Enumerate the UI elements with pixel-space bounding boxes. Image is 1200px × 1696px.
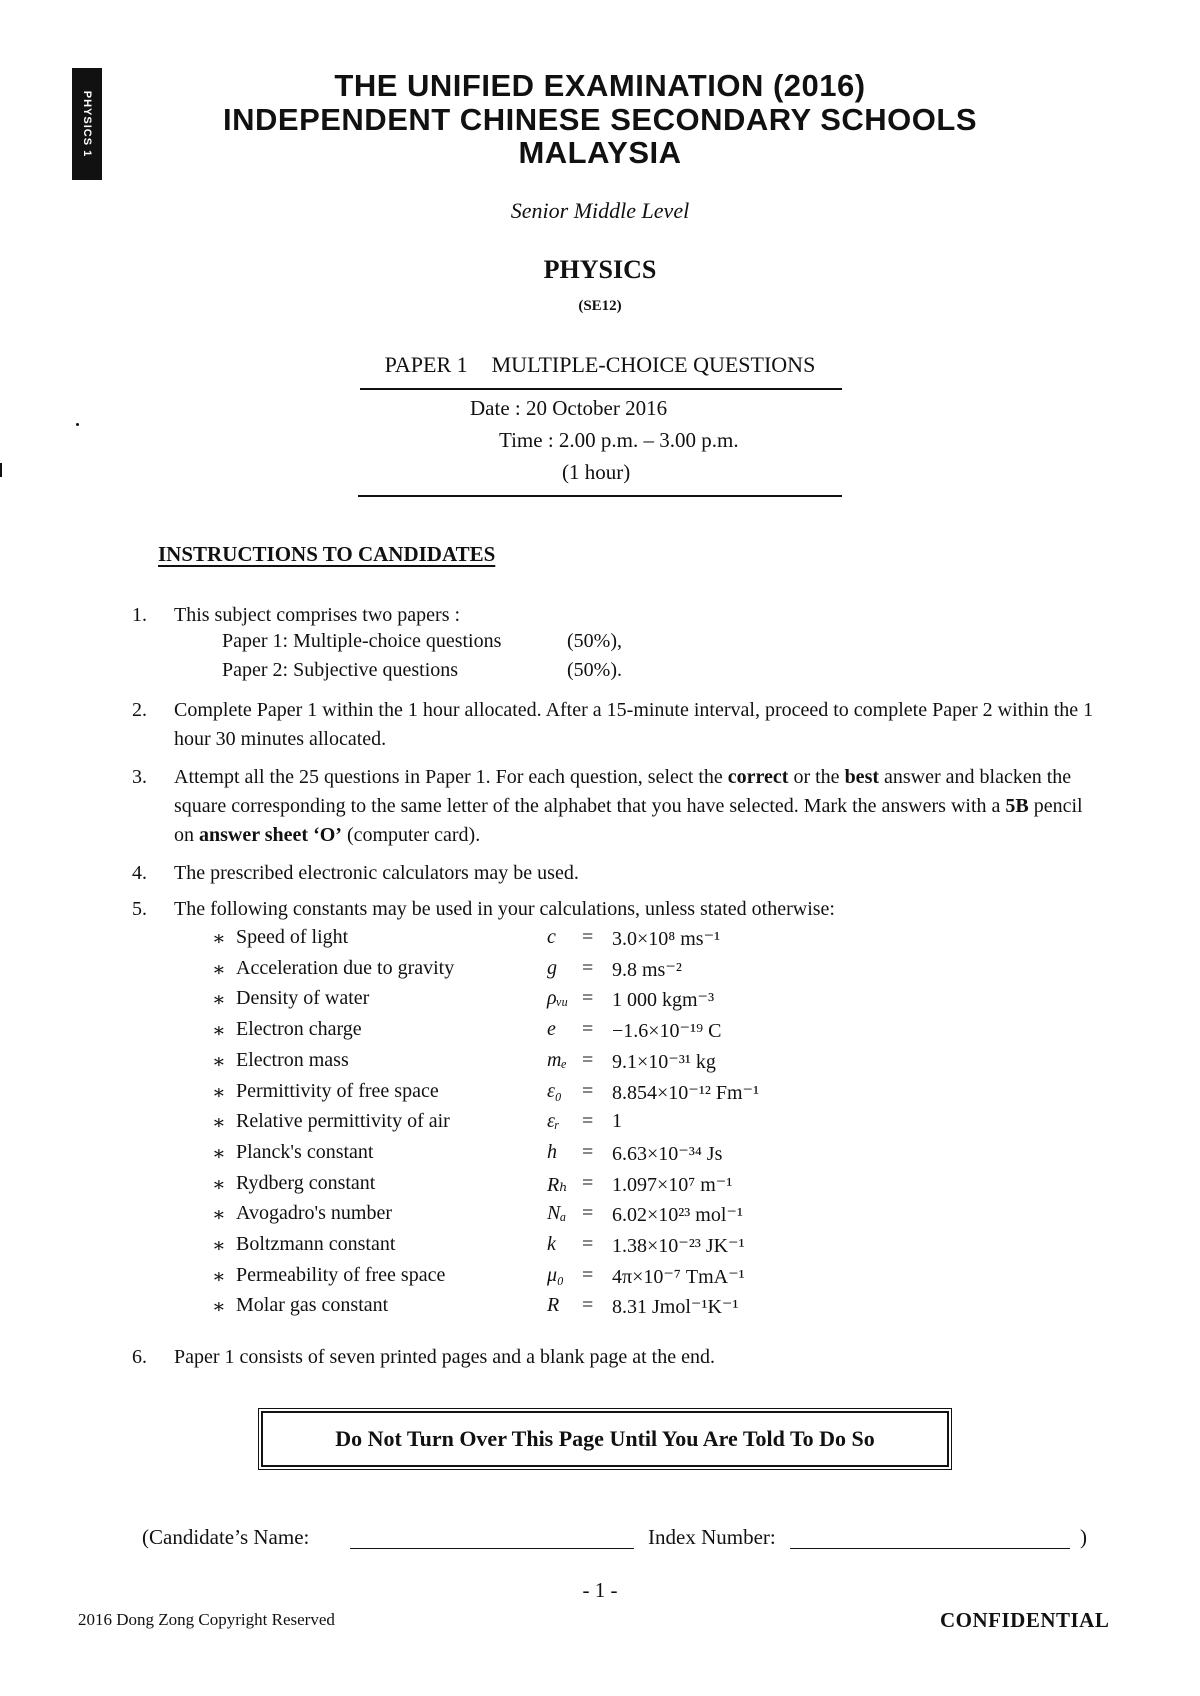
constant-name: Electron charge	[236, 1018, 362, 1041]
constant-equals: =	[582, 1110, 594, 1133]
item-text	[174, 763, 1094, 850]
constant-name: Density of water	[236, 987, 370, 1010]
constant-value: 1.38×10⁻²³ JK⁻¹	[612, 1235, 745, 1257]
constant-symbol: εᵣ	[547, 1110, 560, 1133]
constant-row	[212, 957, 912, 987]
item-text: The following constants may be used in your calculations, unless stated otherwise:	[174, 898, 835, 920]
instructions-heading: INSTRUCTIONS TO CANDIDATES	[158, 542, 496, 566]
constant-equals: =	[582, 1263, 594, 1286]
constant-symbol: Rₕ	[547, 1173, 568, 1196]
constant-symbol: mₑ	[547, 1048, 567, 1071]
constant-bullet: ∗	[212, 1142, 226, 1165]
constant-row	[212, 1141, 912, 1171]
constant-name: Permittivity of free space	[236, 1079, 439, 1102]
page-number: - 1 -	[582, 1578, 618, 1602]
text-part: (computer card).	[341, 824, 481, 846]
constant-equals: =	[582, 1048, 594, 1071]
item-number: 4.	[132, 862, 147, 884]
bold-answer-sheet: answer sheet ‘O’	[199, 824, 342, 846]
constant-equals: =	[582, 987, 594, 1010]
constant-bullet: ∗	[212, 989, 226, 1012]
title-line-3: MALAYSIA	[518, 135, 682, 170]
constant-symbol: g	[547, 956, 557, 979]
constant-equals: =	[582, 926, 594, 948]
constant-bullet: ∗	[212, 1296, 226, 1319]
paper-1-line	[222, 630, 622, 653]
constant-value: 4π×10⁻⁷ TmA⁻¹	[612, 1265, 745, 1288]
constant-row	[212, 1080, 912, 1110]
constant-bullet: ∗	[212, 1050, 226, 1073]
constant-bullet: ∗	[212, 1112, 226, 1135]
title-line-2: INDEPENDENT CHINESE SECONDARY SCHOOLS	[223, 102, 977, 137]
constant-bullet: ∗	[212, 928, 226, 950]
constant-equals: =	[582, 1171, 594, 1194]
constant-name: Permeability of free space	[236, 1263, 446, 1286]
constant-symbol: h	[547, 1140, 557, 1163]
constant-symbol: e	[547, 1018, 556, 1041]
constant-symbol: ε₀	[547, 1079, 562, 1102]
notice-box	[258, 1408, 952, 1470]
item-number: 6.	[132, 1346, 147, 1368]
constant-value: 1	[612, 1110, 622, 1133]
candidate-name-label: (Candidate’s Name:	[142, 1525, 310, 1549]
constant-symbol: Nₐ	[547, 1202, 567, 1225]
constant-bullet: ∗	[212, 1020, 226, 1043]
paper-pct: (50%).	[567, 659, 622, 681]
constant-value: 1 000 kgm⁻³	[612, 989, 715, 1012]
index-number-label: Index Number:	[648, 1525, 776, 1549]
constant-symbol: ρᵥᵤ	[547, 987, 569, 1010]
paper-type: MULTIPLE-CHOICE QUESTIONS	[491, 352, 816, 377]
constant-value: 9.8 ms⁻²	[612, 958, 682, 981]
constant-value: 1.097×10⁷ m⁻¹	[612, 1173, 733, 1196]
paper-label: PAPER 1	[384, 352, 468, 377]
item-text: Complete Paper 1 within the 1 hour allocated. After a 15-minute interval, proceed to complete Paper 2 within the 1 hour 30 minutes allocated.	[174, 699, 1094, 750]
paper-pct: (50%),	[567, 630, 622, 652]
text-part: answer and blacken the square corresponding to the same letter of the alphabet that you have selected. Mark the answers with a	[174, 766, 1072, 817]
constant-equals: =	[582, 1018, 594, 1041]
index-number-field[interactable]	[790, 1548, 1070, 1549]
constant-equals: =	[582, 956, 594, 979]
constant-bullet: ∗	[212, 1235, 226, 1257]
item-text: Paper 1 consists of seven printed pages and a blank page at the end.	[174, 1346, 715, 1368]
item-text: The prescribed electronic calculators may be used.	[174, 862, 579, 884]
item-number: 1.	[132, 604, 147, 626]
constant-name: Boltzmann constant	[236, 1233, 396, 1255]
edge-mark	[0, 463, 2, 477]
side-tab-text: PHYSICS 1	[81, 90, 93, 158]
confidential-label: CONFIDENTIAL	[940, 1608, 1110, 1632]
constant-row	[212, 1049, 912, 1079]
constant-value: 6.63×10⁻³⁴ Js	[612, 1142, 723, 1165]
constant-row	[212, 987, 912, 1017]
exam-date: Date : 20 October 2016	[470, 396, 668, 420]
constant-name: Speed of light	[236, 926, 349, 948]
exam-duration: (1 hour)	[562, 460, 631, 484]
constant-equals: =	[582, 1202, 594, 1225]
notice-text: Do Not Turn Over This Page Until You Are Told To Do So	[335, 1426, 875, 1451]
paper-2-line	[222, 659, 622, 682]
constant-name: Relative permittivity of air	[236, 1110, 450, 1133]
constant-name: Planck's constant	[236, 1140, 374, 1163]
candidate-close-paren: )	[1080, 1525, 1087, 1549]
constant-equals: =	[582, 1294, 594, 1317]
constant-equals: =	[582, 1233, 594, 1255]
bold-best: best	[844, 766, 880, 788]
constant-bullet: ∗	[212, 1081, 226, 1104]
speck	[76, 423, 79, 426]
constant-row	[212, 1294, 912, 1324]
text-part: Attempt all the 25 questions in Paper 1. For each question, select the	[174, 766, 728, 788]
candidate-name-field[interactable]	[350, 1548, 634, 1549]
text-part: or the	[788, 766, 845, 788]
constant-symbol: R	[547, 1294, 560, 1317]
constant-equals: =	[582, 1079, 594, 1102]
constant-row	[212, 1233, 912, 1263]
constant-name: Rydberg constant	[236, 1171, 376, 1194]
constant-bullet: ∗	[212, 1204, 226, 1227]
constant-bullet: ∗	[212, 1265, 226, 1288]
constant-symbol: μ₀	[547, 1263, 564, 1286]
constant-bullet: ∗	[212, 1173, 226, 1196]
constant-symbol: c	[547, 926, 556, 948]
text-part: pencil on	[174, 795, 1083, 846]
constant-row	[212, 926, 912, 956]
constant-name: Electron mass	[236, 1048, 349, 1071]
constant-value: 9.1×10⁻³¹ kg	[612, 1050, 716, 1073]
constant-row	[212, 1018, 912, 1048]
subject-code: (SE12)	[578, 298, 622, 314]
subject: PHYSICS	[543, 255, 657, 284]
constant-row	[212, 1264, 912, 1294]
paper-name: Paper 2: Subjective questions	[222, 659, 459, 681]
constant-value: 8.854×10⁻¹² Fm⁻¹	[612, 1081, 760, 1104]
constant-name: Avogadro's number	[236, 1202, 392, 1225]
constant-bullet: ∗	[212, 958, 226, 981]
constant-equals: =	[582, 1140, 594, 1163]
constant-value: 6.02×10²³ mol⁻¹	[612, 1204, 743, 1227]
rule-bottom	[358, 495, 842, 497]
bold-5b: 5B	[1005, 795, 1029, 817]
constant-value: −1.6×10⁻¹⁹ C	[612, 1020, 722, 1043]
item-number: 3.	[132, 766, 147, 788]
paper-name: Paper 1: Multiple-choice questions	[222, 630, 502, 652]
constant-row	[212, 1172, 912, 1202]
constant-row	[212, 1202, 912, 1232]
constant-row	[212, 1110, 912, 1140]
item-number: 5.	[132, 898, 147, 920]
constant-symbol: k	[547, 1233, 556, 1255]
title-line-1: THE UNIFIED EXAMINATION (2016)	[334, 68, 866, 103]
exam-time: Time : 2.00 p.m. – 3.00 p.m.	[499, 428, 739, 452]
item-number: 2.	[132, 699, 147, 721]
level: Senior Middle Level	[510, 198, 690, 223]
paper-line	[0, 352, 1200, 378]
bold-correct: correct	[727, 766, 789, 788]
constant-name: Molar gas constant	[236, 1294, 389, 1317]
constant-name: Acceleration due to gravity	[236, 956, 455, 979]
copyright: 2016 Dong Zong Copyright Reserved	[78, 1610, 335, 1629]
item-text: This subject comprises two papers :	[174, 604, 461, 626]
constant-value: 3.0×10⁸ ms⁻¹	[612, 928, 721, 950]
constant-value: 8.31 Jmol⁻¹K⁻¹	[612, 1296, 739, 1319]
rule-top	[360, 388, 842, 390]
